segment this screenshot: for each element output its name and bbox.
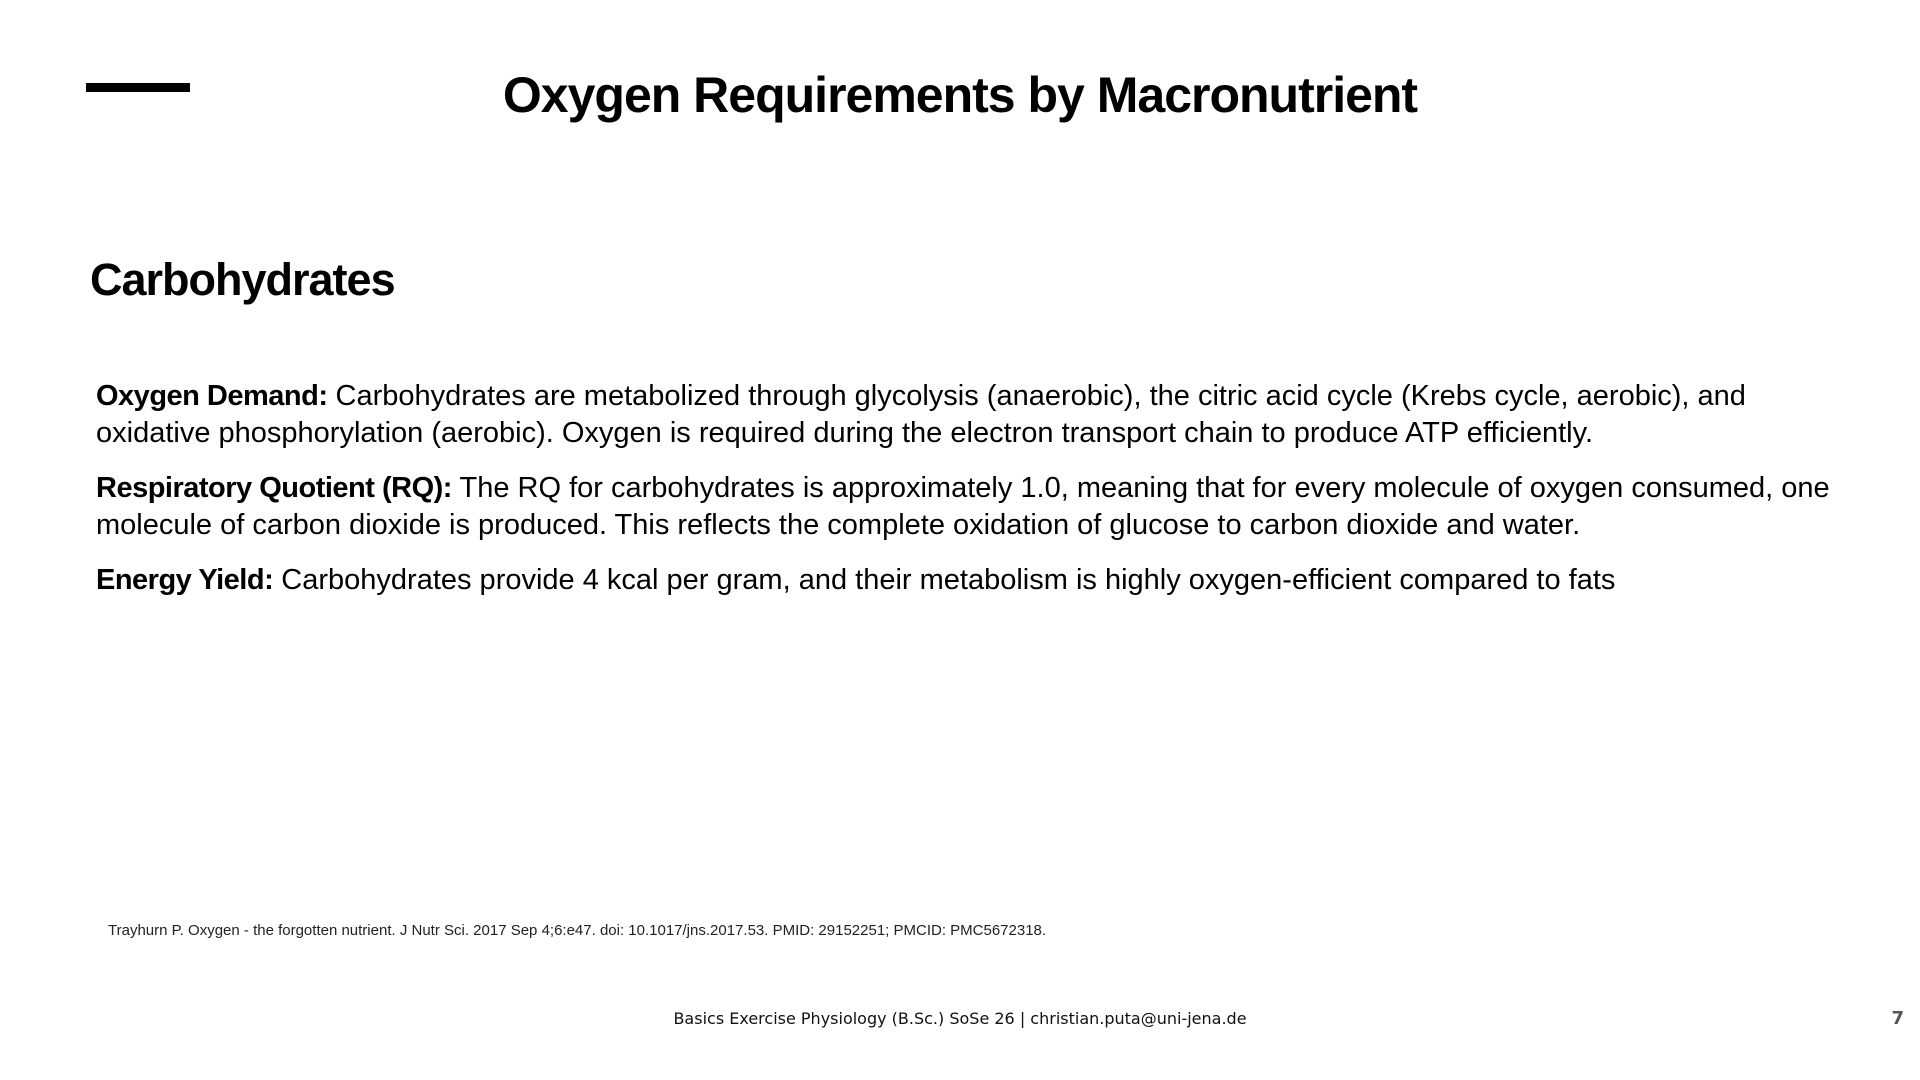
paragraph-label: Energy Yield: xyxy=(96,564,274,596)
paragraph-oxygen-demand xyxy=(96,378,1836,452)
paragraph-label: Oxygen Demand: xyxy=(96,380,328,412)
paragraph-text: Carbohydrates are metabolized through glycolysis (anaerobic), the citric acid cycle (Krebs cycle, aerobic), and oxidative phosphorylation (aerobic). Oxygen is required during the electron transport chain to produce ATP efficiently. xyxy=(96,380,1746,449)
footer: Basics Exercise Physiology (B.Sc.) SoSe 26 | christian.puta@uni-jena.de xyxy=(673,1009,1247,1028)
slide-title: Oxygen Requirements by Macronutrient xyxy=(502,67,1418,123)
section-heading: Carbohydrates xyxy=(90,254,395,305)
paragraph-text: The RQ for carbohydrates is approximately 1.0, meaning that for every molecule of oxygen consumed, one molecule of carbon dioxide is produced. This reflects the complete oxidation of glucose to carbon dioxide and water. xyxy=(96,472,1830,541)
paragraph-text: Carbohydrates provide 4 kcal per gram, and their metabolism is highly oxygen-efficient compared to fats xyxy=(273,564,1616,596)
citation: Trayhurn P. Oxygen - the forgotten nutrient. J Nutr Sci. 2017 Sep 4;6:e47. doi: 10.1017/jns.2017.53. PMID: 29152251; PMCID: PMC5672318. xyxy=(108,922,1047,939)
paragraph-energy-yield xyxy=(96,562,1836,599)
slide-body xyxy=(96,378,1836,617)
paragraph-respiratory-quotient xyxy=(96,470,1836,544)
paragraph-label: Respiratory Quotient (RQ): xyxy=(96,472,452,504)
page-number: 7 xyxy=(1891,1008,1904,1029)
